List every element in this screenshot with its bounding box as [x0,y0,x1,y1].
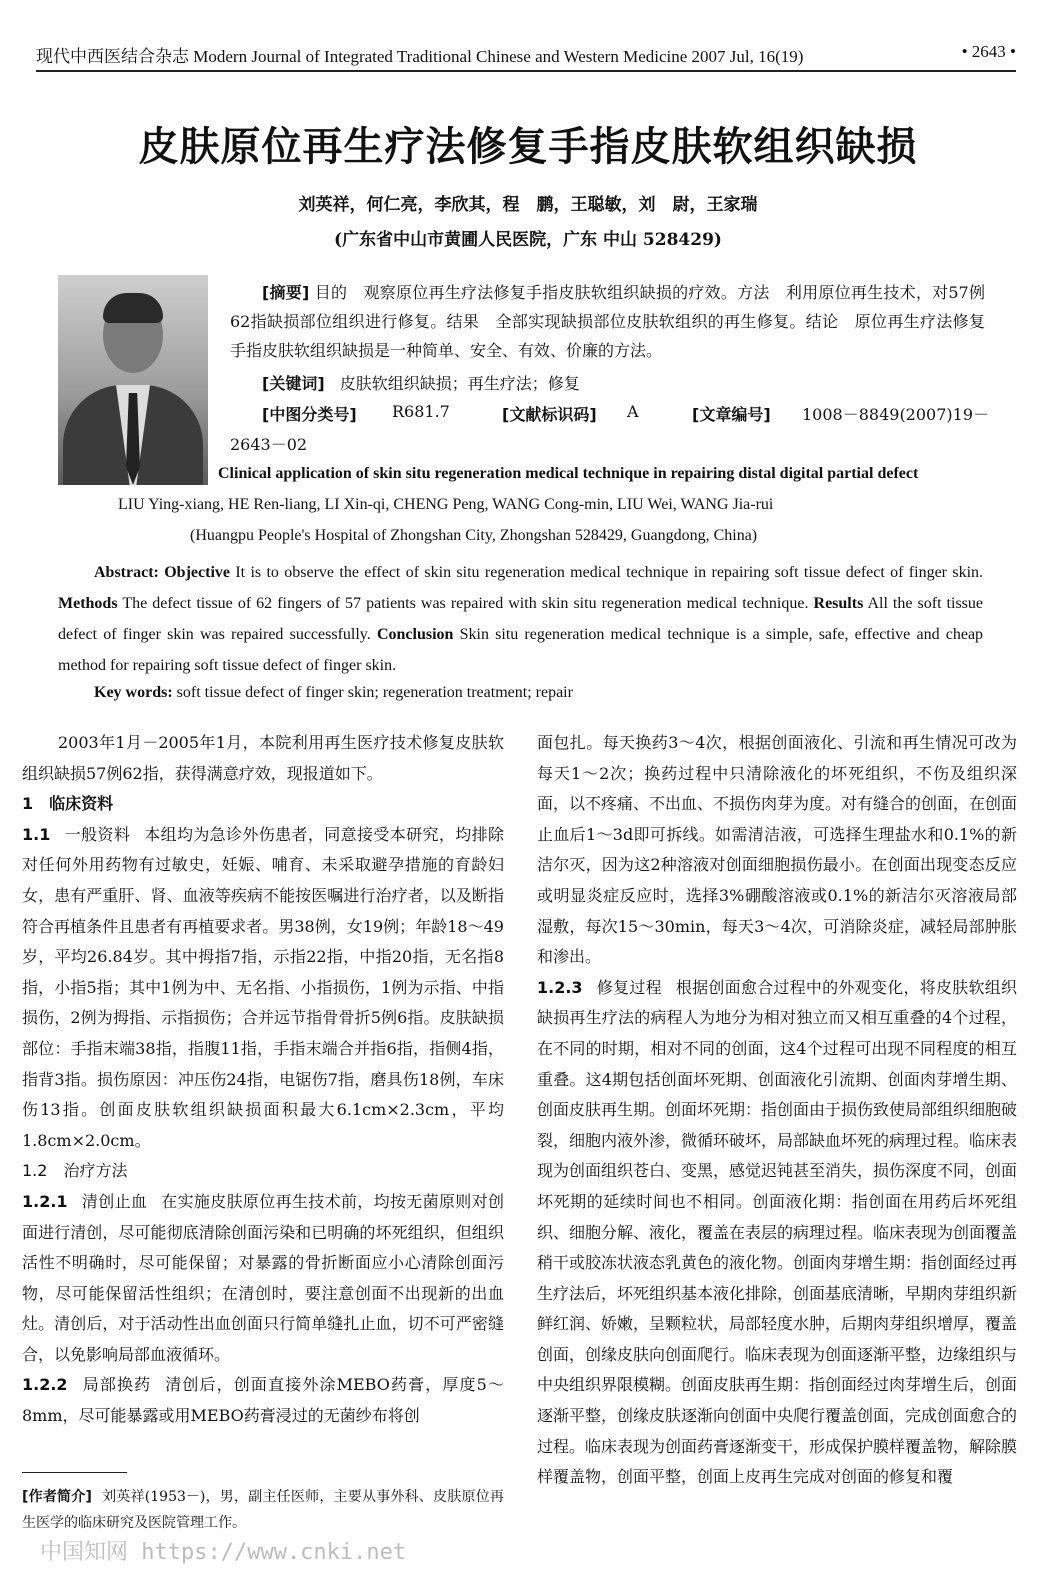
doc-code-label: [文献标识码] [502,405,597,424]
journal-citation: 现代中西医结合杂志 Modern Journal of Integrated Traditional Chinese and Western Medicine 2007 Jul, 16(19) [36,47,804,66]
section-1-2-1-number: 1.2.1 [22,1191,68,1211]
results-label: Results [813,595,864,612]
section-1-2-3 [537,973,1017,1493]
author-photo [58,275,208,485]
keywords-en-text: soft tissue defect of finger skin; regeneration treatment; repair [176,684,573,701]
section-1-2-1-text: 在实施皮肤原位再生技术前，均按无菌原则对创面进行清创，尽可能彻底清除创面污染和已明确的坏死组织，但组织活性不明确时，尽可能保留；对暴露的骨折断面应小心清除创面污物，尽可能保留活性组织；在清创时，要注意创面不出现新的出血灶。清创后，对于活动性出血创面只行简单缝扎止血，切不可严密缝合，以免影响局部血液循环。 [22,1191,504,1364]
results-text: All the soft tissue defect of finger skin was repaired successfully. [58,595,984,643]
keywords-en-label: Key words: [94,684,173,701]
cls-label: [中图分类号] [262,405,357,424]
chinese-keywords [262,371,580,394]
abstract-en-label: Abstract: [94,564,159,581]
section-1-2-heading: 1.2 治疗方法 [22,1161,128,1181]
section-1-1-title: 一般资料 [64,824,131,844]
section-1-2-2 [22,1370,504,1431]
section-1-1-number: 1.1 [22,824,51,844]
affiliation: (广东省中山市黄圃人民医院，广东 中山 528429) [334,230,722,250]
article-no-label: [文章编号] [692,405,771,424]
cls-value: R681.7 [392,402,450,421]
keywords-label: [关键词] [262,374,325,393]
section-1-2-3-title: 修复过程 [596,977,662,997]
section-1-2-2-number: 1.2.2 [22,1375,68,1395]
page-number: • 2643 • [961,42,1016,61]
english-title: Clinical application of skin situ regeneration medical technique in repairing distal digital partial defect [218,465,919,482]
section-1-1 [22,820,504,1157]
objective-label: Objective [164,564,230,581]
english-keywords [94,684,573,702]
body-right-column [537,728,1017,1493]
article-no-continued: 2643－02 [230,435,308,454]
abstract-label: [摘要] [262,283,310,302]
section-1-2-2-text: 清创后，创面直接外涂MEBO药膏，厚度5～8mm，尽可能暴露或用MEBO药膏浸过的无菌纱布将创 [22,1375,504,1426]
section-1-2-2-title: 局部换药 [81,1375,152,1395]
intro-paragraph: 2003年1月－2005年1月，本院利用再生医疗技术修复皮肤软组织缺损57例62指，获得满意疗效，现报道如下。 [22,733,504,783]
methods-text: The defect tissue of 62 fingers of 57 patients was repaired with skin situ regeneration medical technique. [122,595,809,612]
section-1-2-3-number: 1.2.3 [537,977,583,997]
author-note [22,1484,504,1536]
doc-code-value: A [627,402,639,421]
author-note-text: 刘英祥(1953－)，男，副主任医师，主要从事外科、皮肤原位再生医学的临床研究及医院管理工作。 [22,1489,504,1531]
methods-label: Methods [58,595,118,612]
keywords-text: 皮肤软组织缺损；再生疗法；修复 [339,374,580,393]
section-1-2-2-continued: 面包扎。每天换药3～4次，根据创面液化、引流和再生情况可改为每天1～2次；换药过程中只清除液化的坏死组织，不伤及组织深面，以不疼痛、不出血、不损伤肉芽为度。对有缝合的创面，在创面止血后1～3d即可拆线。如需清洁液，可选择生理盐水和0.1%的新洁尔灭，因为这2种溶液对创面细胞损伤最小。在创面出现变态反应或明显炎症反应时，选择3%硼酸溶液或0.1%的新洁尔灭溶液局部湿敷，每次15～30min，每天3～4次，可消除炎症，减轻局部肿胀和渗出。 [537,733,1018,967]
section-1-heading: 1 临床资料 [22,794,114,814]
chinese-abstract [230,278,985,365]
conclusion-text: Skin situ regeneration medical technique is a simple, safe, effective and cheap method for repairing soft tissue defect of finger skin. [58,626,984,674]
author-note-label: [作者简介] [22,1489,92,1505]
watermark: 中国知网 https://www.cnki.net [40,1540,407,1565]
english-abstract [58,557,983,681]
article-title: 皮肤原位再生疗法修复手指皮肤软组织缺损 [138,124,918,170]
author-list: 刘英祥，何仁亮，李欣其，程 鹏，王聪敏，刘 尉，王家瑞 [298,195,758,215]
body-left-column [22,728,504,1432]
footnote-rule [22,1472,127,1473]
english-authors: LIU Ying-xiang, HE Ren-liang, LI Xin-qi, CHENG Peng, WANG Cong-min, LIU Wei, WANG Jia-rui [118,496,774,513]
section-1-2-1-title: 清创止血 [81,1191,148,1211]
objective-text: It is to observe the effect of skin situ regeneration medical technique in repairing soft tissue defect of finger skin. [235,564,984,581]
article-no-value: 1008－8849(2007)19－ [802,405,990,424]
section-1-2-3-text: 根据创面愈合过程中的外观变化，将皮肤软组织缺损再生疗法的病程人为地分为相对独立而又相互重叠的4个过程，在不同的时期，相对不同的创面，这4个过程可出现不同程度的相互重叠。这4期包括创面坏死期、创面液化引流期、创面肉芽增生期、创面皮肤再生期。创面坏死期：指创面由于损伤致使局部组织细胞破裂，细胞内液外渗，微循环破坏，局部缺血坏死的病理过程。临床表现为创面组织苍白、变黑，感觉迟钝甚至消失，损伤深度不同，创面坏死期的延续时间也不相同。创面液化期：指创面在用药后坏死组织、细胞分解、液化，覆盖在表层的病理过程。临床表现为创面覆盖稍干或胶冻状液态乳黄色的液化物。创面肉芽增生期：指创面经过再生疗法后，坏死组织基本液化排除，创面基底清晰，早期肉芽组织新鲜红润、娇嫩，呈颗粒状，局部轻度水肿，后期肉芽组织增厚，覆盖创面，创缘皮肤向创面爬行。临床表现为创面逐渐平整，边缘组织与中央组织界限模糊。创面皮肤再生期：指创面经过肉芽增生后，创面逐渐平整，创缘皮肤逐渐向创面中央爬行覆盖创面，完成创面愈合的过程。临床表现为创面药膏逐渐变干，形成保护膜样覆盖物，解除膜样覆盖物，创面平整，创面上皮再生完成对创面的修复和覆 [537,977,1018,1487]
section-1-2-1 [22,1187,504,1371]
section-1-1-text: 本组均为急诊外伤患者，同意接受本研究，均排除对任何外用药物有过敏史，妊娠、哺育、未采取避孕措施的育龄妇女，患有严重肝、肾、血液等疾病不能按医嘱进行治疗者，以及断指符合再植条件且患者有再植要求者。男38例，女19例；年龄18～49岁，平均26.84岁。其中拇指7指，示指22指，中指20指，无名指8指，小指5指；其中1例为中、无名指、小指损伤，1例为示指、中指损伤，2例为拇指、示指损伤；合并远节指骨骨折5例6指。皮肤缺损部位：手指末端38指，指腹11指，手指末端合并指6指，指侧4指，指背3指。损伤原因：冲压伤24指，电锯伤7指，磨具伤18例，车床伤13指。创面皮肤软组织缺损面积最大6.1cm×2.3cm，平均1.8cm×2.0cm。 [22,824,504,1150]
conclusion-label: Conclusion [376,626,454,643]
english-affiliation: (Huangpu People's Hospital of Zhongshan City, Zhongshan 528429, Guangdong, China) [190,527,758,544]
running-header [36,40,1016,72]
abstract-text: 目的 观察原位再生疗法修复手指皮肤软组织缺损的疗效。方法 利用原位再生技术，对57例62指缺损部位组织进行修复。结果 全部实现缺损部位皮肤软组织的再生修复。结论 原位再生疗法修复手指皮肤软组织缺损是一种简单、安全、有效、价廉的方法。 [230,283,985,360]
